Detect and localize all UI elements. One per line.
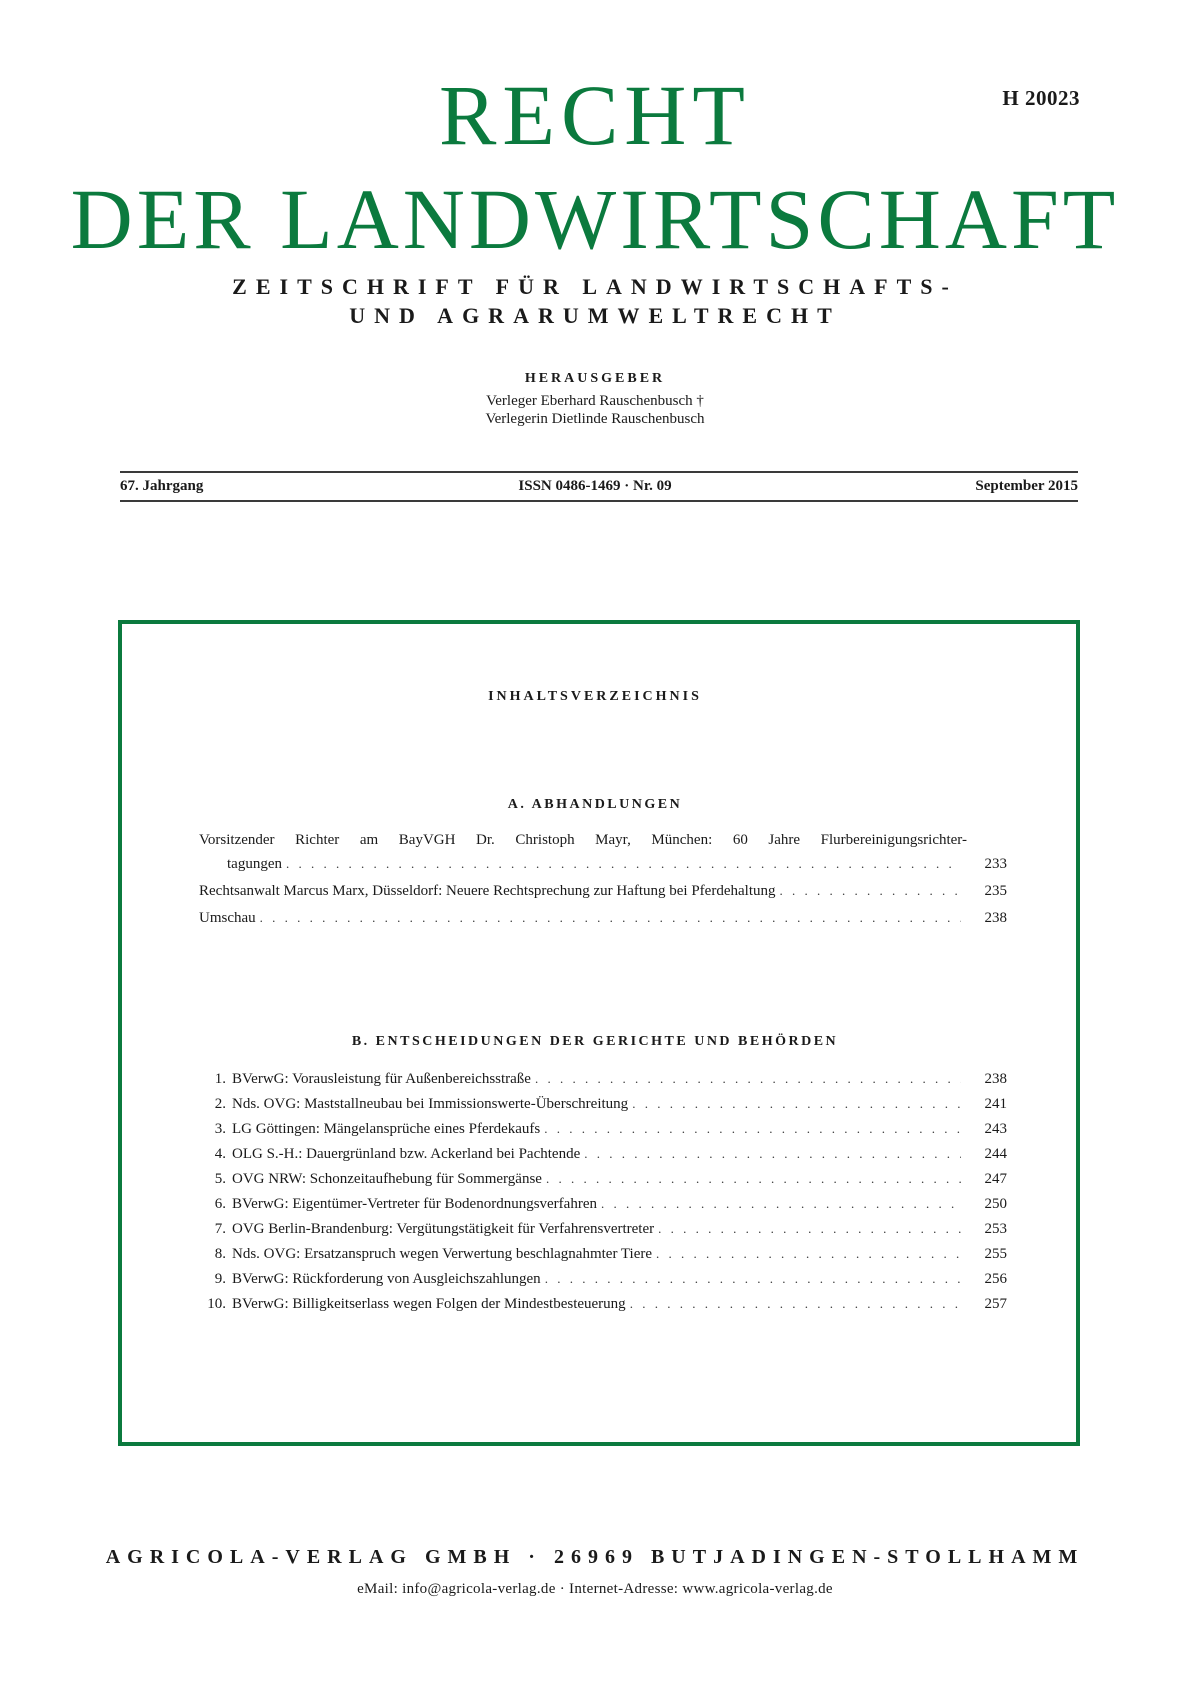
toc-entry-text: OVG NRW: Schonzeitaufhebung für Sommergänse [232, 1171, 542, 1187]
toc-entry-number: 7. [214, 1221, 226, 1237]
journal-title-line1: RECHT [439, 67, 751, 163]
publisher-name: AGRICOLA-VERLAG GMBH · 26969 BUTJADINGEN-STOLLHAMM [105, 1546, 1085, 1568]
section-b-heading: B. ENTSCHEIDUNGEN DER GERICHTE UND BEHÖRDEN [351, 1034, 839, 1049]
table-of-contents-box [118, 620, 1080, 1446]
leader-dots [260, 907, 961, 928]
toc-entry-page: 247 [984, 1171, 1007, 1187]
toc-entry-number: 8. [214, 1246, 226, 1262]
journal-subtitle-line1: ZEITSCHRIFT FÜR LANDWIRTSCHAFTS- [232, 274, 958, 299]
toc-entry-number: 1. [214, 1071, 226, 1087]
leader-dots [286, 853, 961, 874]
toc-entry[interactable] [199, 1093, 1007, 1115]
toc-entry-title [199, 1094, 628, 1115]
toc-entry-text: BVerwG: Vorausleistung für Außenbereichsstraße [232, 1071, 531, 1087]
toc-entry[interactable] [199, 1268, 1007, 1290]
toc-entry-page: 233 [984, 856, 1007, 872]
leader-dots [546, 1168, 961, 1189]
journal-title-line2: DER LANDWIRTSCHAFT [70, 171, 1120, 267]
toc-entry[interactable] [199, 1193, 1007, 1215]
toc-entry-page: 257 [984, 1296, 1007, 1312]
leader-dots [545, 1268, 961, 1289]
meta-rule-bottom [120, 500, 1078, 502]
toc-heading: INHALTSVERZEICHNIS [488, 689, 702, 704]
toc-entry-text: LG Göttingen: Mängelansprüche eines Pferdekaufs [232, 1121, 541, 1137]
toc-entry-page: 250 [984, 1196, 1007, 1212]
toc-entry-page: 238 [984, 1071, 1007, 1087]
toc-entry-number: 10. [207, 1296, 226, 1312]
journal-code: H 20023 [1002, 86, 1080, 110]
toc-entry-title [199, 1244, 652, 1265]
editor-1: Verleger Eberhard Rauschenbusch † [486, 393, 704, 409]
toc-entry-page: 255 [984, 1246, 1007, 1262]
toc-entry[interactable] [199, 880, 1007, 902]
leader-dots [779, 880, 961, 901]
toc-entry-page: 253 [984, 1221, 1007, 1237]
section-a-heading: A. ABHANDLUNGEN [507, 797, 683, 812]
toc-entry[interactable] [199, 1118, 1007, 1140]
toc-entry-page: 241 [984, 1096, 1007, 1112]
journal-subtitle-line2: UND AGRARUMWELTRECHT [349, 303, 841, 328]
toc-entry-a1-line1: Vorsitzender Richter am BayVGH Dr. Christoph Mayr, München: 60 Jahre Flurbereinigungsrichter- [199, 832, 967, 848]
volume-label: 67. Jahrgang [120, 478, 204, 494]
toc-entry-text: BVerwG: Eigentümer-Vertreter für Bodenordnungsverfahren [232, 1196, 597, 1212]
editors-heading: HERAUSGEBER [524, 371, 666, 386]
leader-dots [535, 1068, 961, 1089]
toc-entry-title [199, 1194, 597, 1215]
leader-dots [658, 1218, 961, 1239]
toc-entry-title: tagungen [227, 856, 282, 872]
leader-dots [601, 1193, 961, 1214]
toc-entry-title [199, 1119, 540, 1140]
toc-entry[interactable] [199, 1068, 1007, 1090]
toc-entry-title [199, 1169, 542, 1190]
leader-dots [584, 1143, 961, 1164]
toc-entry-number: 4. [214, 1146, 226, 1162]
toc-entry-page: 243 [984, 1121, 1007, 1137]
toc-entry-number: 3. [214, 1121, 226, 1137]
toc-entry[interactable] [199, 1143, 1007, 1165]
toc-entry-text: OLG S.-H.: Dauergrünland bzw. Ackerland bei Pachtende [232, 1146, 581, 1162]
leader-dots [630, 1293, 961, 1314]
toc-entry-number: 9. [214, 1271, 226, 1287]
toc-entry-text: OVG Berlin-Brandenburg: Vergütungstätigkeit für Verfahrensvertreter [232, 1221, 655, 1237]
toc-entry-text: BVerwG: Rückforderung von Ausgleichszahlungen [232, 1271, 541, 1287]
leader-dots [544, 1118, 961, 1139]
toc-entry-title [199, 1069, 531, 1090]
toc-entry-number: 2. [214, 1096, 226, 1112]
leader-dots [656, 1243, 961, 1264]
toc-entry[interactable] [199, 1293, 1007, 1315]
editor-2: Verlegerin Dietlinde Rauschenbusch [485, 411, 705, 427]
toc-entry[interactable] [199, 1168, 1007, 1190]
toc-entry-text: BVerwG: Billigkeitserlass wegen Folgen der Mindestbesteuerung [232, 1296, 626, 1312]
toc-entry-title: Umschau [199, 910, 256, 926]
toc-entry-title [199, 1269, 541, 1290]
toc-entry-page: 244 [984, 1146, 1007, 1162]
meta-rule-top [120, 471, 1078, 473]
publisher-contact: eMail: info@agricola-verlag.de · Internet-Adresse: www.agricola-verlag.de [357, 1581, 833, 1597]
toc-entry[interactable] [199, 1218, 1007, 1240]
toc-entry-page: 238 [984, 910, 1007, 926]
toc-entry[interactable] [199, 1243, 1007, 1265]
toc-entry-number: 5. [214, 1171, 226, 1187]
toc-entry-title [199, 1294, 626, 1315]
toc-entry-text: Nds. OVG: Ersatzanspruch wegen Verwertung beschlagnahmter Tiere [232, 1246, 653, 1262]
issn-label: ISSN 0486-1469 · Nr. 09 [518, 478, 672, 494]
toc-entry-text: Nds. OVG: Maststallneubau bei Immissionswerte-Überschreitung [232, 1096, 629, 1112]
leader-dots [632, 1093, 961, 1114]
toc-entry-title [199, 1144, 580, 1165]
toc-entry[interactable] [227, 853, 1007, 875]
toc-entry-number: 6. [214, 1196, 226, 1212]
toc-entry[interactable] [199, 907, 1007, 929]
toc-entry-page: 256 [984, 1271, 1007, 1287]
issue-date: September 2015 [975, 478, 1078, 494]
toc-entry-page: 235 [984, 883, 1007, 899]
toc-entry-title [199, 1219, 654, 1240]
toc-entry-title: Rechtsanwalt Marcus Marx, Düsseldorf: Neuere Rechtsprechung zur Haftung bei Pferdehaltung [199, 883, 776, 899]
